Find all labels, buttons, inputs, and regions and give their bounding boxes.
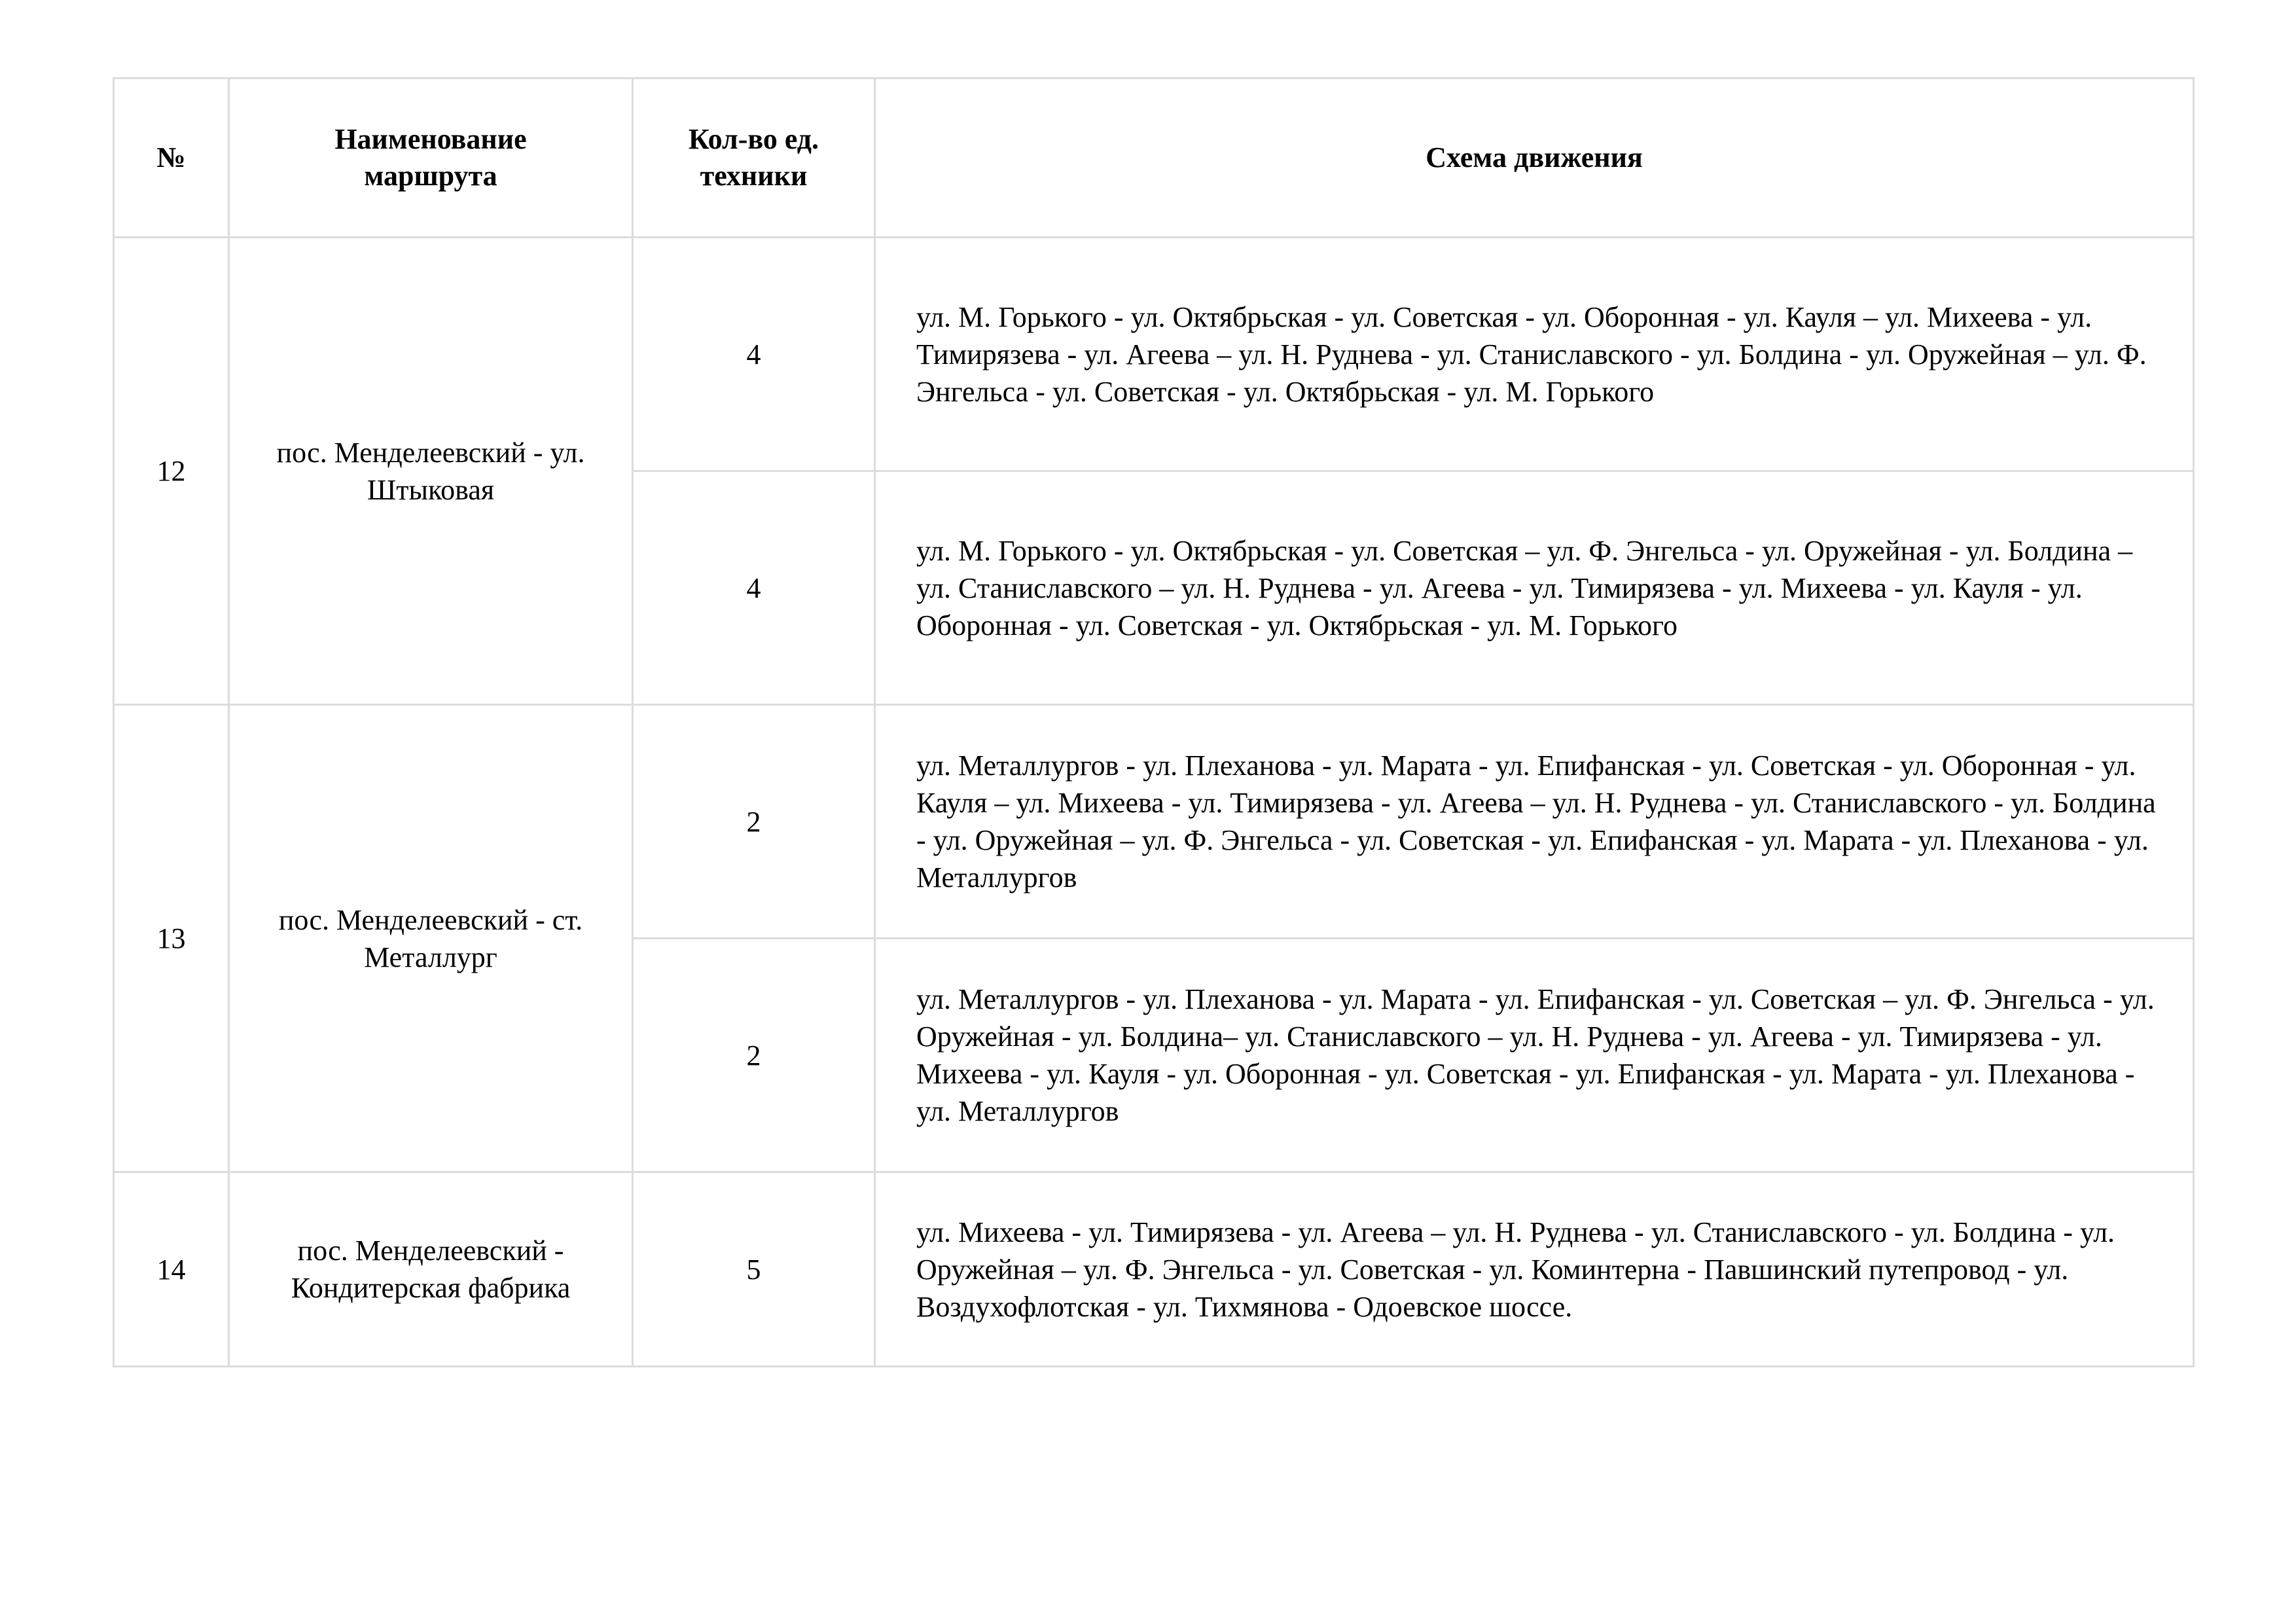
vehicle-count: 2 (633, 939, 875, 1172)
route-number: 12 (114, 238, 229, 705)
route-name (229, 705, 633, 1172)
vehicle-count: 4 (633, 471, 875, 705)
route-name-text: пос. Менделеевский - Кондитерская фабрика (291, 1235, 571, 1304)
route-name (229, 238, 633, 705)
header-scheme: Схема движения (875, 79, 2194, 238)
header-vehicle-count (633, 79, 875, 238)
vehicle-count: 4 (633, 238, 875, 471)
route-scheme: ул. Металлургов - ул. Плеханова - ул. Марата - ул. Епифанская - ул. Советская - ул. Оборонная - ул. Кауля – ул. Михеева - ул. Тимирязева - ул. Агеева – ул. Н. Руднева - ул. Станиславского - ул. Болдина - ул. Оружейная – ул. Ф. Энгельса - ул. Советская - ул. Епифанская - ул. Марата - ул. Плеханова - ул. Металлургов (875, 705, 2194, 939)
table-header (114, 79, 2194, 238)
header-row (114, 79, 2194, 238)
route-number: 14 (114, 1172, 229, 1367)
header-route-name (229, 79, 633, 238)
route-scheme: ул. Металлургов - ул. Плеханова - ул. Марата - ул. Епифанская - ул. Советская – ул. Ф. Энгельса - ул. Оружейная - ул. Болдина– ул. Станиславского – ул. Н. Руднева - ул. Агеева - ул. Тимирязева - ул. Михеева - ул. Кауля - ул. Оборонная - ул. Советская - ул. Епифанская - ул. Марата - ул. Плеханова - ул. Металлургов (875, 939, 2194, 1172)
route-name (229, 1172, 633, 1367)
route-scheme: ул. Михеева - ул. Тимирязева - ул. Агеева – ул. Н. Руднева - ул. Станиславского - ул. Болдина - ул. Оружейная – ул. Ф. Энгельса - ул. Советская - ул. Коминтерна - Павшинский путепровод - ул. Воздухофлотская - ул. Тихмянова - Одоевское шоссе. (875, 1172, 2194, 1367)
header-route-name-text: Наименование маршрута (334, 123, 527, 192)
routes-table (113, 77, 2195, 1367)
table-row (114, 1172, 2194, 1367)
route-scheme: ул. М. Горького - ул. Октябрьская - ул. Советская - ул. Оборонная - ул. Кауля – ул. Михеева - ул. Тимирязева - ул. Агеева – ул. Н. Руднева - ул. Станиславского - ул. Болдина - ул. Оружейная – ул. Ф. Энгельса - ул. Советская - ул. Октябрьская - ул. М. Горького (875, 238, 2194, 471)
vehicle-count: 5 (633, 1172, 875, 1367)
route-scheme: ул. М. Горького - ул. Октябрьская - ул. Советская – ул. Ф. Энгельса - ул. Оружейная - ул. Болдина – ул. Станиславского – ул. Н. Руднева - ул. Агеева - ул. Тимирязева - ул. Михеева - ул. Кауля - ул. Оборонная - ул. Советская - ул. Октябрьская - ул. М. Горького (875, 471, 2194, 705)
header-number: № (114, 79, 229, 238)
table-row (114, 238, 2194, 471)
header-vehicle-count-text: Кол-во ед. техники (688, 123, 819, 192)
route-number: 13 (114, 705, 229, 1172)
table-row (114, 705, 2194, 939)
route-name-text: пос. Менделеевский - ул. Штыковая (276, 436, 585, 506)
route-name-text: пос. Менделеевский - ст. Металлург (278, 903, 583, 973)
vehicle-count: 2 (633, 705, 875, 939)
table-body (114, 238, 2194, 1367)
